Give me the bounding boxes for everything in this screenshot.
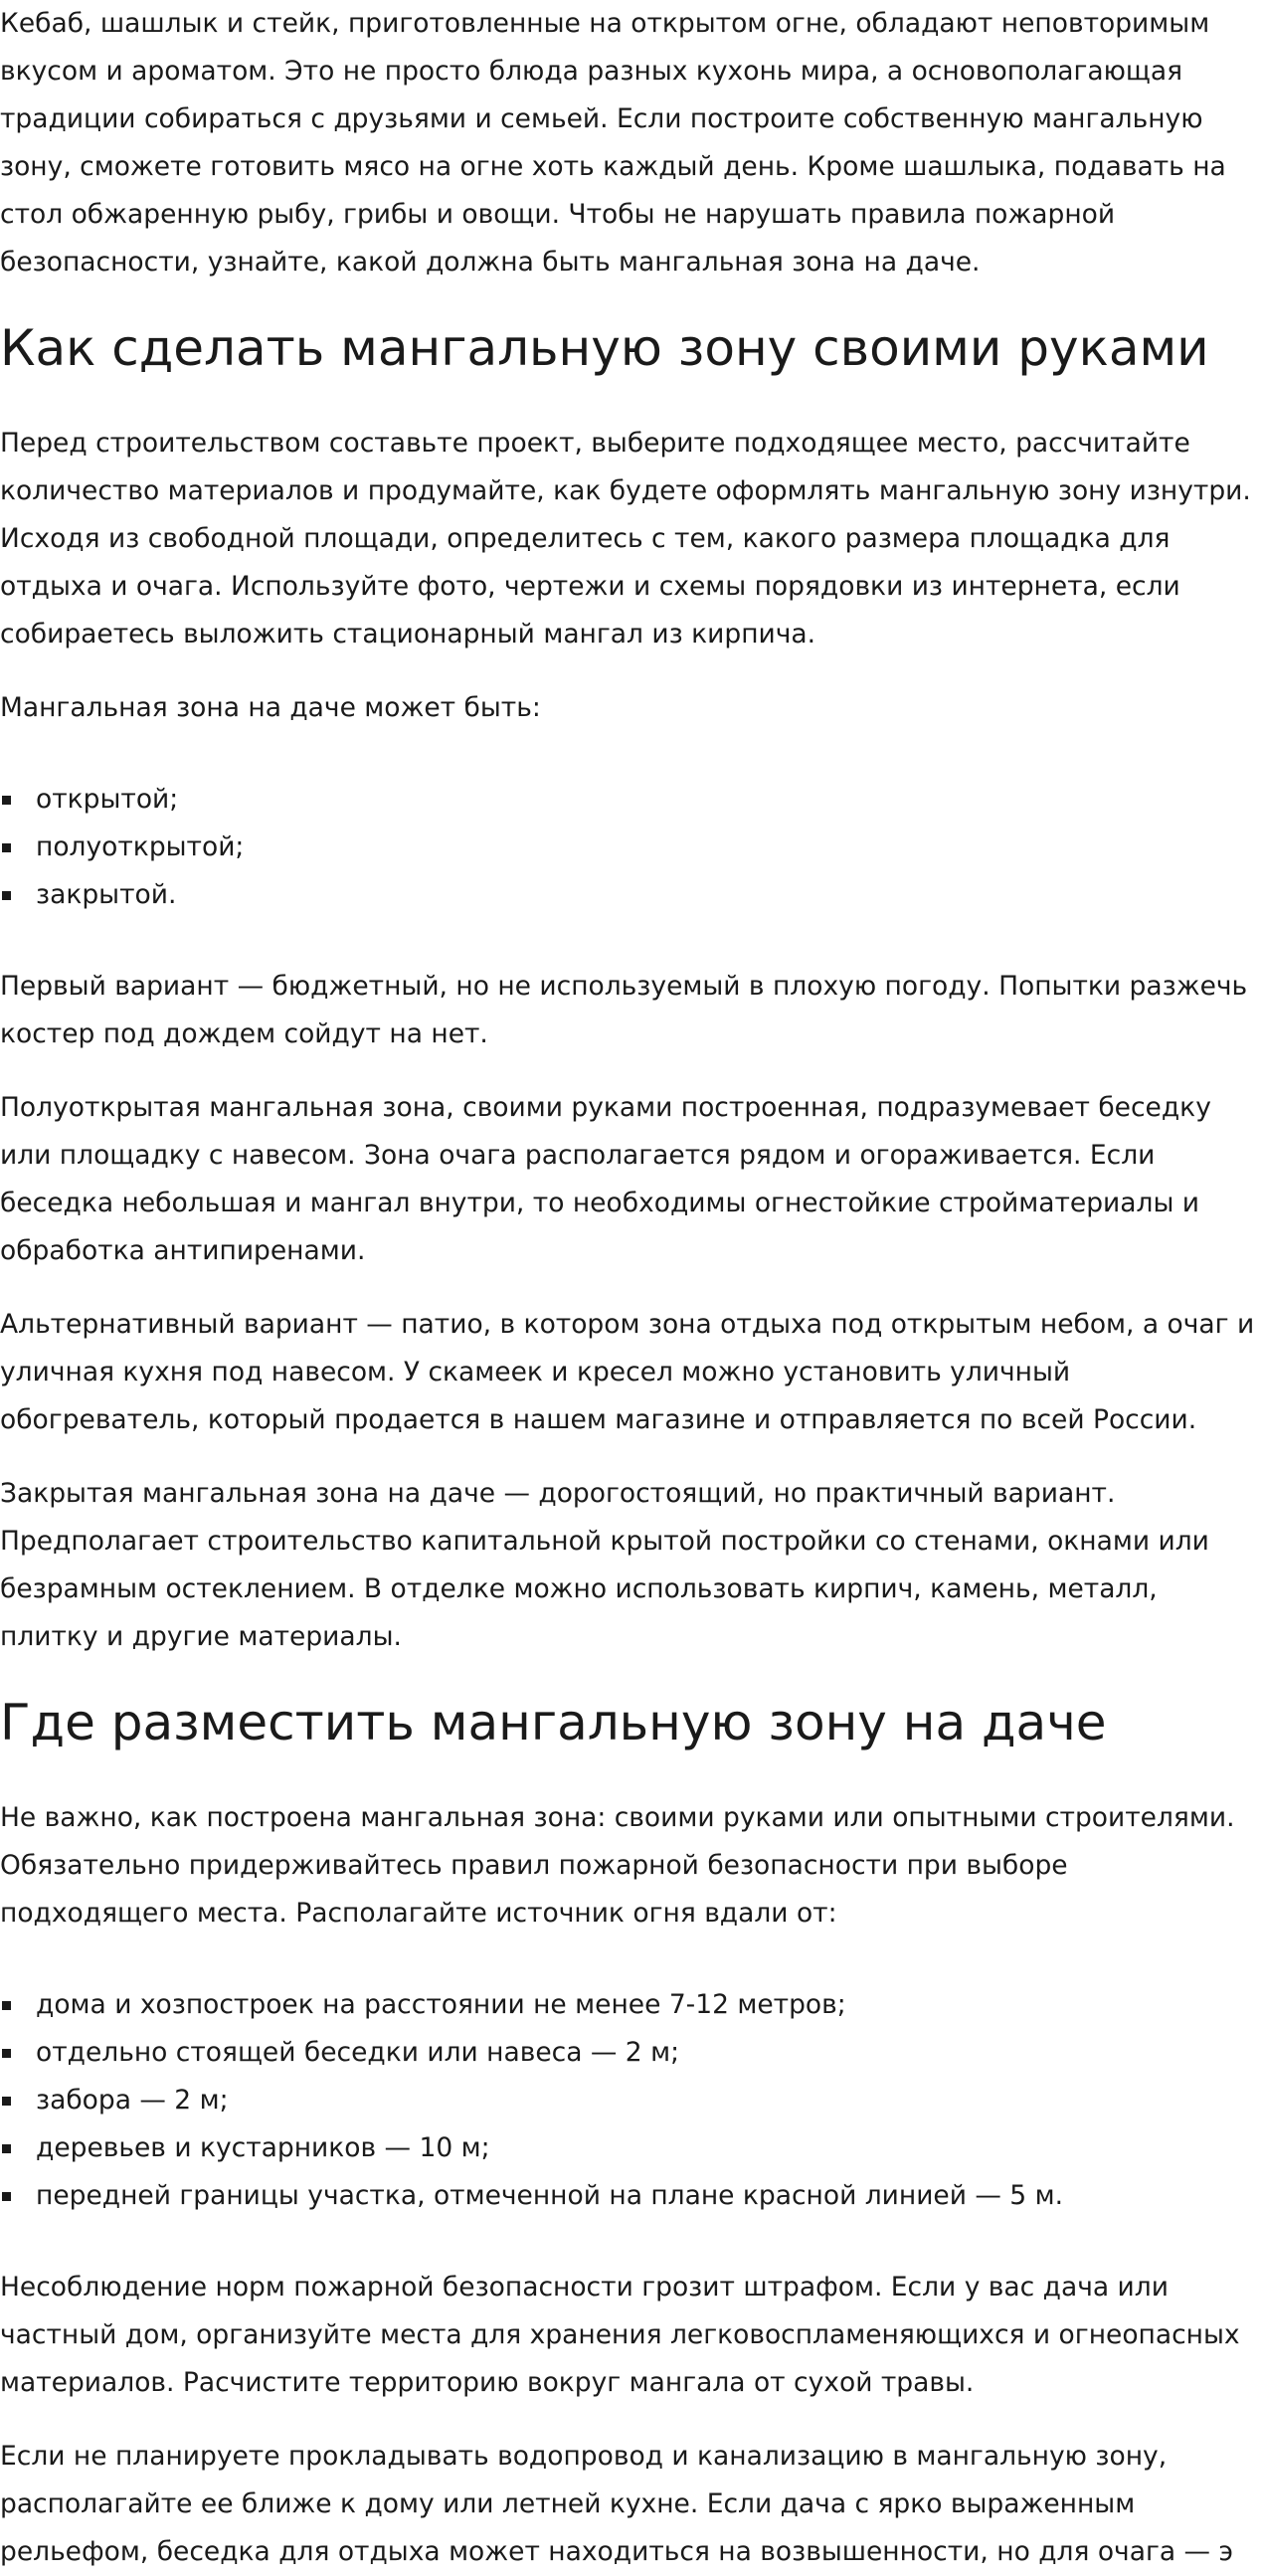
- paragraph: Альтернативный вариант — патио, в котором зона отдыха под открытым небом, а очаг и уличная кухня под навесом. У скамеек и кресел можно установить уличный обогреватель, который продается в нашем магазине и отправляется по всей России.: [0, 1309, 1255, 1435]
- list-item: деревьев и кустарников — 10 м;: [0, 2124, 1263, 2172]
- paragraph: Если не планируете прокладывать водопровод и канализацию в мангальную зону, располагайте ее ближе к дому или летней кухне. Если дача с ярко выраженным рельефом, беседка для отдыха может находиться на возвышенности, но для очага — э: [0, 2441, 1234, 2567]
- list-item: открытой;: [0, 776, 1263, 824]
- paragraph: Не важно, как построена мангальная зона: своими руками или опытными строителями. Обязательно придерживайтесь правил пожарной безопасности при выборе подходящего места. Располагайте источник огня вдали от:: [0, 1802, 1235, 1929]
- paragraph: Несоблюдение норм пожарной безопасности грозит штрафом. Если у вас дача или частный дом, организуйте места для хранения легковоспламеняющихся и огнеопасных материалов. Расчистите территорию вокруг мангала от сухой травы.: [0, 2272, 1240, 2398]
- section-heading-how-to-build: Как сделать мангальную зону своими руками: [0, 319, 1209, 377]
- paragraph: Перед строительством составьте проект, выберите подходящее место, рассчитайте количество материалов и продумайте, как будете оформлять мангальную зону изнутри. Исходя из свободной площади, определитесь с тем, какого размера площадка для отдыха и очага. Используйте фото, чертежи и схемы порядовки из интернета, если собираетесь выложить стационарный мангал из кирпича.: [0, 428, 1251, 649]
- list-item: забора — 2 м;: [0, 2077, 1263, 2124]
- paragraph: Первый вариант — бюджетный, но не используемый в плохую погоду. Попытки разжечь костер под дождем сойдут на нет.: [0, 971, 1248, 1049]
- intro-paragraph: Кебаб, шашлык и стейк, приготовленные на открытом огне, обладают неповторимым вкусом и ароматом. Это не просто блюда разных кухонь мира, а основополагающая традиции собираться с друзьями и семьей. Если построите собственную мангальную зону, сможете готовить мясо на огне хоть каждый день. Кроме шашлыка, подавать на стол обжаренную рыбу, грибы и овощи. Чтобы не нарушать правила пожарной безопасности, узнайте, какой должна быть мангальная зона на даче.: [0, 8, 1226, 277]
- list-item: полуоткрытой;: [0, 824, 1263, 871]
- list-item: передней границы участка, отмеченной на плане красной линией — 5 м.: [0, 2172, 1263, 2220]
- section-heading-where-to-place: Где разместить мангальную зону на даче: [0, 1694, 1107, 1751]
- zone-types-list: [0, 776, 1263, 919]
- paragraph: Полуоткрытая мангальная зона, своими руками построенная, подразумевает беседку или площадку с навесом. Зона очага располагается рядом и огораживается. Если беседка небольшая и мангал внутри, то необходимы огнестойкие стройматериалы и обработка антипиренами.: [0, 1092, 1211, 1266]
- distance-rules-list: [0, 1981, 1263, 2220]
- paragraph: Мангальная зона на даче может быть:: [0, 692, 541, 723]
- list-item: дома и хозпостроек на расстоянии не менее 7-12 метров;: [0, 1981, 1263, 2029]
- list-item: отдельно стоящей беседки или навеса — 2 м;: [0, 2029, 1263, 2077]
- paragraph: Закрытая мангальная зона на даче — дорогостоящий, но практичный вариант. Предполагает строительство капитальной крытой постройки со стенами, окнами или безрамным остеклением. В отделке можно использовать кирпич, камень, металл, плитку и другие материалы.: [0, 1478, 1209, 1652]
- list-item: закрытой.: [0, 871, 1263, 919]
